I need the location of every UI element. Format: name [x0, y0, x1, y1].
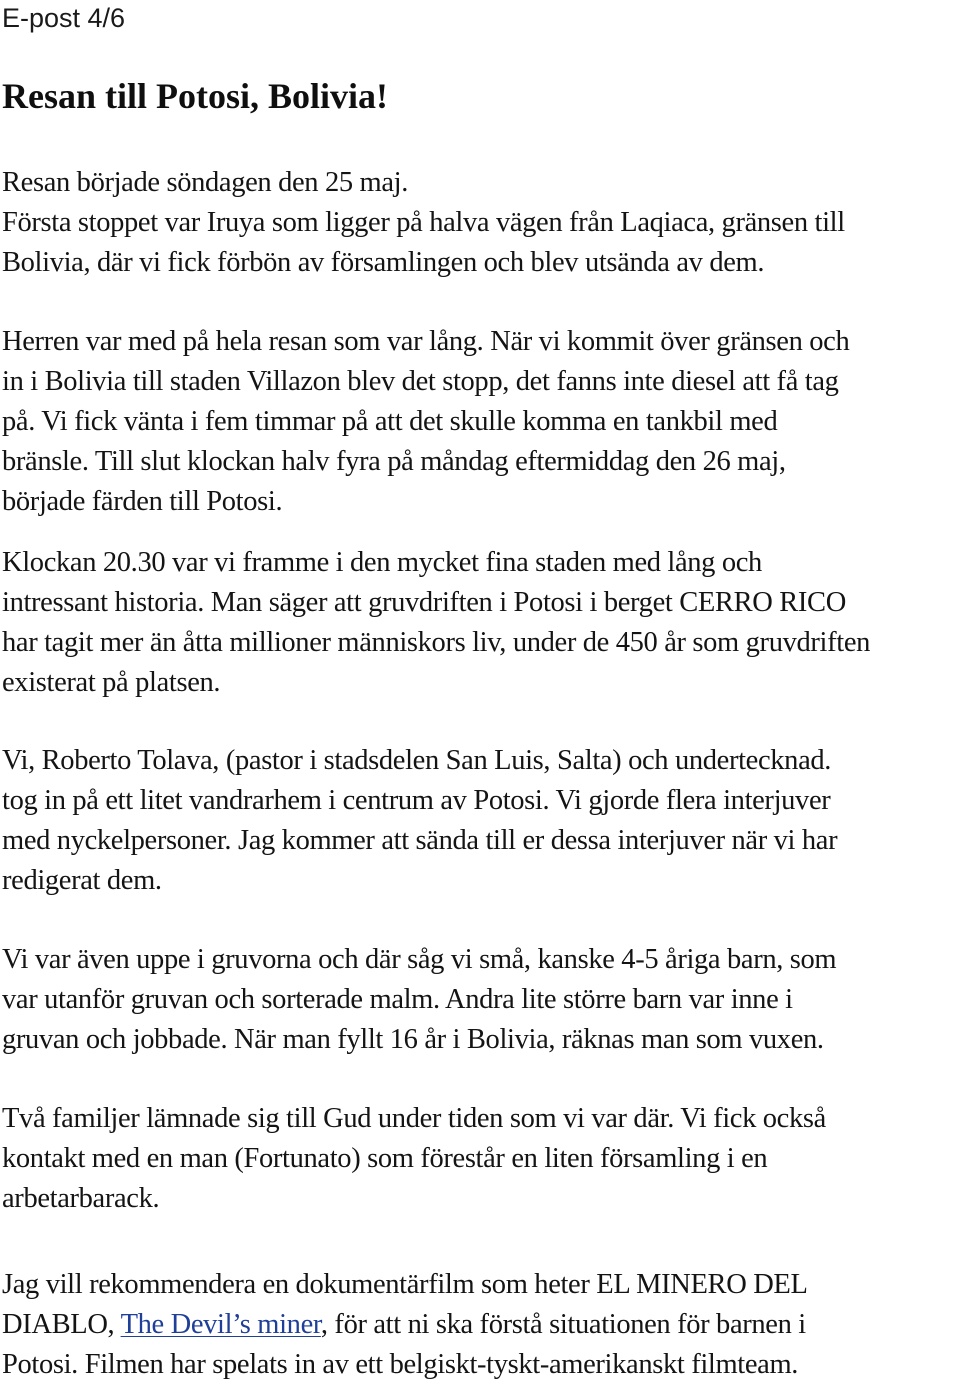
- text-line: var utanför gruvan och sorterade malm. Andra lite större barn var inne i: [2, 984, 793, 1015]
- text-line: existerat på platsen.: [2, 667, 221, 698]
- paragraph-film-recommendation: [2, 1265, 960, 1385]
- paragraph-journey-start: [2, 163, 960, 283]
- text-line: gruvan och jobbade. När man fyllt 16 år i Bolivia, räknas man som vuxen.: [2, 1024, 824, 1055]
- text-line: har tagit mer än åtta millioner människors liv, under de 450 år som gruvdriften: [2, 627, 871, 658]
- text-segment: DIABLO,: [2, 1309, 121, 1340]
- text-line: redigerat dem.: [2, 865, 162, 896]
- text-line: tog in på ett litet vandrarhem i centrum av Potosi. Vi gjorde flera interjuver: [2, 785, 831, 816]
- text-line: med nyckelpersoner. Jag kommer att sända till er dessa interjuver när vi har: [2, 825, 838, 856]
- text-line: arbetarbarack.: [2, 1183, 160, 1214]
- text-line: Resan började söndagen den 25 maj.: [2, 167, 408, 198]
- text-line: kontakt med en man (Fortunato) som förestår en liten församling i en: [2, 1143, 768, 1174]
- text-line: in i Bolivia till staden Villazon blev det stopp, det fanns inte diesel att få tag: [2, 366, 839, 397]
- text-line: Klockan 20.30 var vi framme i den mycket fina staden med lång och: [2, 547, 762, 578]
- text-line-with-link: [2, 1305, 960, 1345]
- text-line: Vi, Roberto Tolava, (pastor i stadsdelen San Luis, Salta) och undertecknad.: [2, 745, 832, 776]
- text-line: Herren var med på hela resan som var lång. När vi kommit över gränsen och: [2, 326, 850, 357]
- text-line: Bolivia, där vi fick förbön av församlingen och blev utsända av dem.: [2, 247, 765, 278]
- devils-miner-link[interactable]: The Devil’s miner: [120, 1309, 321, 1340]
- text-line: på. Vi fick vänta i fem timmar på att det skulle komma en tankbil med: [2, 406, 778, 437]
- text-line: började färden till Potosi.: [2, 486, 283, 517]
- text-line: Jag vill rekommendera en dokumentärfilm som heter EL MINERO DEL: [2, 1269, 808, 1300]
- text-line: Vi var även uppe i gruvorna och där såg vi små, kanske 4-5 åriga barn, som: [2, 944, 837, 975]
- text-line: Två familjer lämnade sig till Gud under tiden som vi var där. Vi fick också: [2, 1103, 826, 1134]
- paragraph-mine-children: [2, 940, 960, 1060]
- text-segment: , för att ni ska förstå situationen för barnen i: [320, 1309, 806, 1340]
- text-line: bränsle. Till slut klockan halv fyra på måndag eftermiddag den 26 maj,: [2, 446, 786, 477]
- paragraph-hostel-interviews: [2, 741, 960, 901]
- paragraph-arrival-potosi: [2, 543, 960, 703]
- email-counter-header: E-post 4/6: [2, 3, 126, 33]
- text-line: Första stoppet var Iruya som ligger på halva vägen från Laqiaca, gränsen till: [2, 207, 845, 238]
- paragraph-border-stop: [2, 322, 960, 522]
- text-line: Potosi. Filmen har spelats in av ett belgiskt-tyskt-amerikanskt filmteam.: [2, 1349, 799, 1380]
- paragraph-families: [2, 1099, 960, 1219]
- text-line: intressant historia. Man säger att gruvdriften i Potosi i berget CERRO RICO: [2, 587, 846, 618]
- document-title: Resan till Potosi, Bolivia!: [2, 76, 388, 116]
